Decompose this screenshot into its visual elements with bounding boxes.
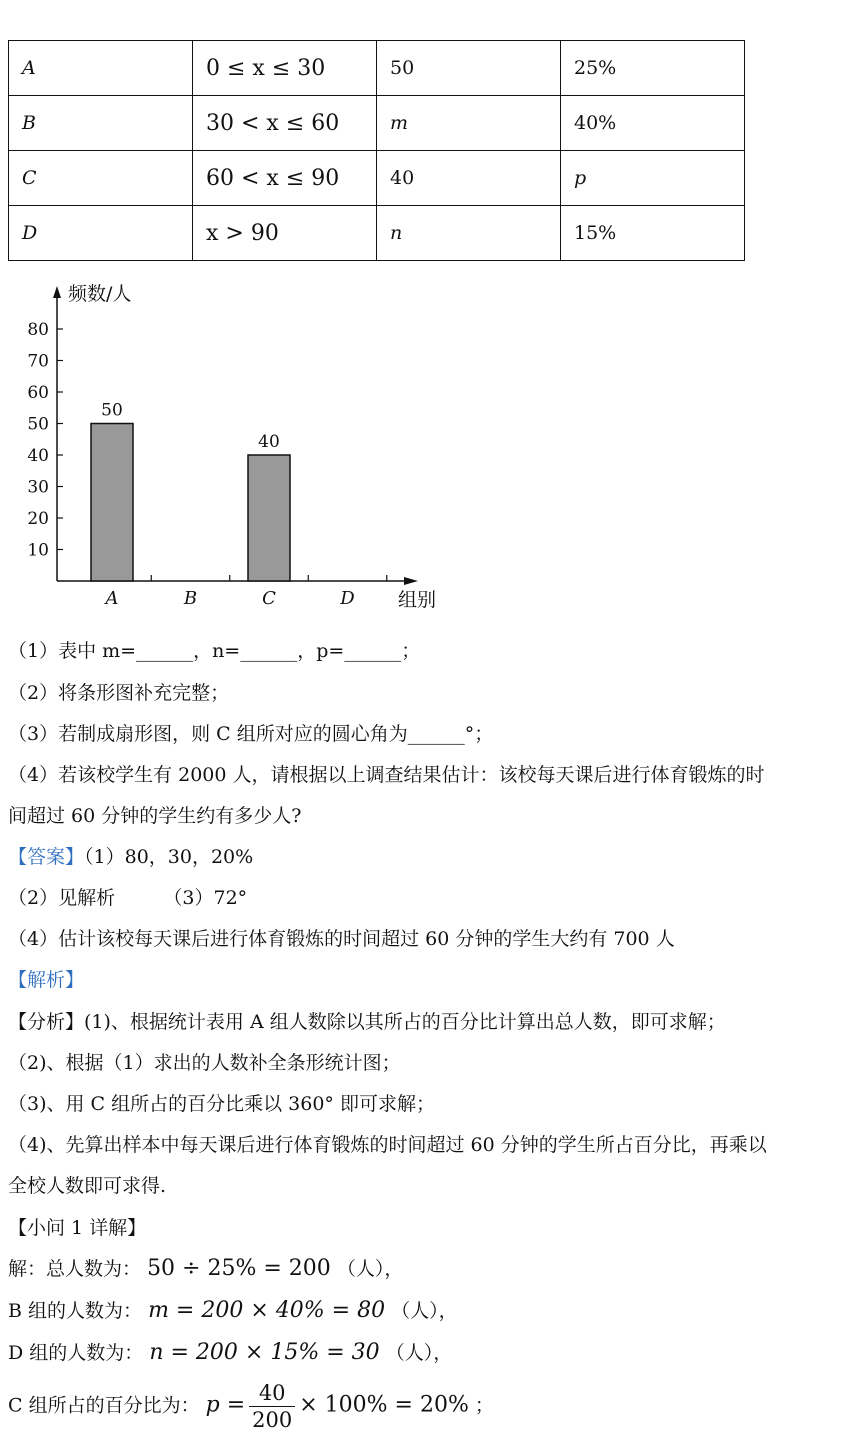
solution-prefix: D 组的人数为： (8, 1342, 144, 1364)
bar (91, 424, 133, 582)
count-cell: 50 (377, 41, 561, 96)
y-tick-label: 40 (27, 446, 49, 466)
question-3: （3）若制成扇形图，则 C 组所对应的圆心角为______°； (8, 723, 494, 745)
x-tick-label: B (183, 588, 198, 609)
solution-unit: （人）， (391, 1300, 458, 1322)
x-axis-title: 组别 (398, 589, 437, 611)
group-cell: D (9, 206, 193, 261)
y-tick-label: 70 (27, 351, 49, 372)
solution-line-2 (8, 1296, 458, 1323)
y-tick-label: 20 (27, 509, 49, 529)
group-cell: B (9, 96, 193, 151)
solution-heading: 【小问 1 详解】 (8, 1217, 147, 1239)
solution-prefix: C 组所占的百分比为： (8, 1394, 200, 1417)
fraction-denominator: 200 (252, 1408, 293, 1432)
count-cell: 40 (377, 151, 561, 206)
solution-prefix: B 组的人数为： (8, 1300, 143, 1322)
question-4-line-2: 间超过 60 分钟的学生约有多少人? (8, 805, 302, 827)
fraction (249, 1380, 295, 1433)
question-1: （1）表中 m=______，n=______，p=______； (8, 640, 421, 662)
bar-chart (0, 278, 460, 618)
solution-end: ； (474, 1394, 494, 1417)
count-cell: n (377, 206, 561, 261)
y-tick-label: 50 (27, 414, 49, 435)
solution-unit: （人）， (385, 1342, 453, 1364)
answer-line-1 (8, 842, 253, 869)
question-2: （2）将条形图补充完整； (8, 682, 230, 704)
analysis-line: 【分析】(1)、根据统计表用 A 组人数除以其所占的百分比计算出总人数，即可求解； (8, 1011, 726, 1033)
percent-cell: p (561, 151, 745, 206)
answer-1: （1）80，30，20% (84, 846, 254, 868)
data-label: 40 (258, 432, 280, 452)
solution-math: n = 200 × 15% = 30 (149, 1340, 380, 1365)
analysis-line: （3)、用 C 组所占的百分比乘以 360° 即可求解； (8, 1093, 435, 1115)
answer-2: （2）见解析 （3）72° (8, 887, 248, 909)
y-tick-label: 30 (27, 477, 49, 498)
answer-4: （4）估计该校每天课后进行体育锻炼的时间超过 60 分钟的学生大约有 700 人 (8, 928, 675, 950)
y-axis-title: 频数/人 (68, 283, 132, 305)
percent-cell: 25% (561, 41, 745, 96)
solution-math: m = 200 × 40% = 80 (148, 1298, 386, 1323)
answer-label: 【答案】 (8, 846, 85, 868)
solution-prefix: 解：总人数为： (8, 1258, 142, 1280)
solution-line-4 (8, 1380, 494, 1433)
analysis-label: 【解析】 (8, 969, 85, 991)
range-cell: 60 < x ≤ 90 (193, 151, 377, 206)
analysis-line: （2)、根据（1）求出的人数补全条形统计图； (8, 1052, 401, 1074)
x-tick-label: C (262, 588, 276, 609)
percent-cell: 15% (561, 206, 745, 261)
frequency-table (8, 40, 745, 261)
group-cell: A (9, 41, 193, 96)
group-cell: C (9, 151, 193, 206)
solution-unit: （人）， (336, 1258, 404, 1280)
x-tick-label: D (340, 588, 355, 609)
solution-line-3 (8, 1338, 452, 1365)
y-tick-label: 60 (27, 383, 49, 403)
x-tick-label: A (105, 588, 119, 609)
data-label: 50 (101, 400, 123, 421)
analysis-line: 全校人数即可求得. (8, 1175, 167, 1197)
solution-line-1 (8, 1254, 403, 1281)
question-4-line-1: （4）若该校学生有 2000 人，请根据以上调查结果估计：该校每天课后进行体育锻炼的时 (8, 764, 765, 786)
solution-rhs: × 100% = 20% (299, 1392, 469, 1418)
fraction-numerator: 40 (249, 1380, 295, 1407)
table-row (9, 151, 745, 206)
y-tick-label: 80 (27, 320, 49, 340)
y-tick-label: 10 (27, 540, 49, 561)
x-axis-arrow (404, 577, 418, 585)
range-cell: x > 90 (193, 206, 377, 261)
count-cell: m (377, 96, 561, 151)
table-row (9, 206, 745, 261)
solution-lhs: p = (205, 1392, 246, 1418)
table-row (9, 96, 745, 151)
range-cell: 30 < x ≤ 60 (193, 96, 377, 151)
analysis-line: （4)、先算出样本中每天课后进行体育锻炼的时间超过 60 分钟的学生所占百分比，再乘以 (8, 1134, 767, 1156)
bar (248, 455, 290, 581)
percent-cell: 40% (561, 96, 745, 151)
range-cell: 0 ≤ x ≤ 30 (193, 41, 377, 96)
table-row (9, 41, 745, 96)
y-axis-arrow (53, 286, 61, 298)
solution-math: 50 ÷ 25% = 200 (147, 1256, 331, 1281)
